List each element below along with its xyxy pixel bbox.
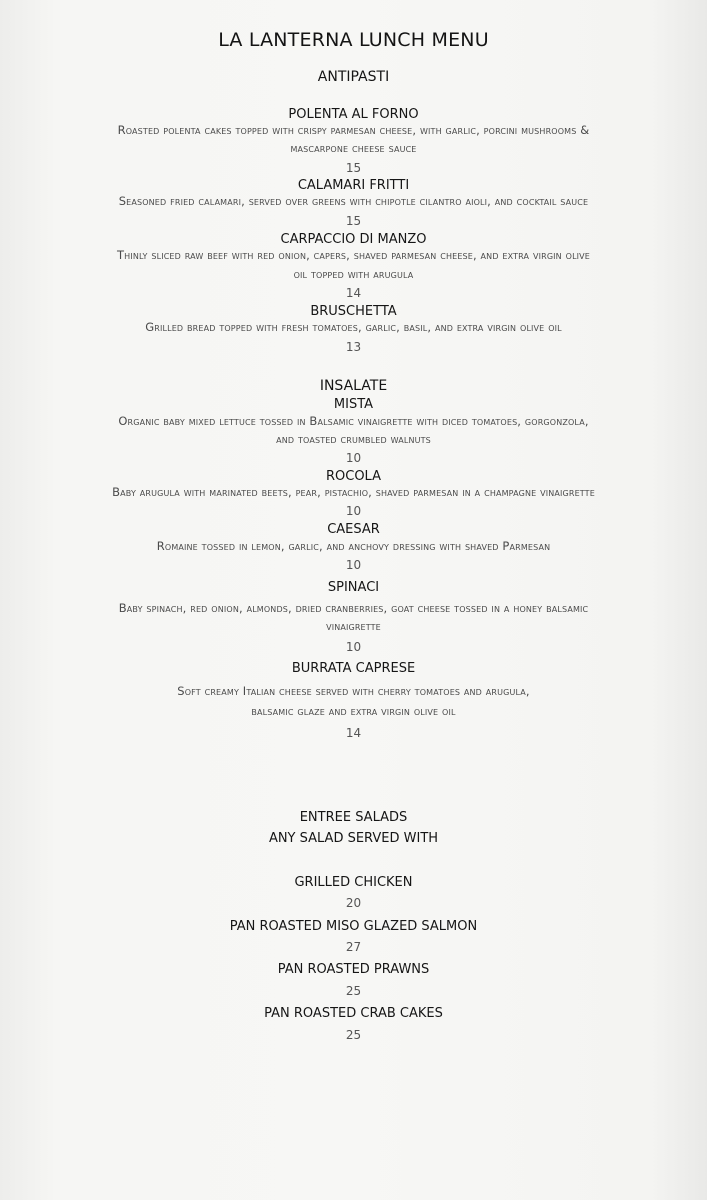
dish-price: 10 (345, 558, 362, 572)
dish-description: Grilled bread topped with fresh tomatoes, garlic, basil, and extra virgin olive oil (145, 320, 562, 334)
dish-description: mascarpone cheese sauce (290, 141, 417, 155)
dish-name: CARPACCIO DI MANZO (280, 232, 427, 247)
dish-name: PAN ROASTED PRAWNS (277, 962, 430, 977)
dish-price: 13 (345, 340, 362, 354)
dish-price: 10 (345, 451, 362, 465)
dish-name: GRILLED CHICKEN (294, 875, 413, 890)
dish-price: 20 (345, 896, 362, 910)
dish-price: 10 (345, 640, 362, 654)
dish-price: 15 (345, 161, 362, 175)
section-subheading: ANY SALAD SERVED WITH (268, 831, 439, 846)
section-heading-entree-salads: ENTREE SALADS (299, 810, 408, 825)
dish-description: balsamic glaze and extra virgin olive oil (251, 704, 456, 718)
dish-name: CAESAR (327, 522, 380, 537)
dish-description: oil topped with arugula (293, 267, 414, 281)
section-heading-antipasti: ANTIPASTI (317, 69, 390, 85)
dish-description: Organic baby mixed lettuce tossed in Balsamic vinaigrette with diced tomatoes, gorgonzola, (118, 414, 589, 428)
dish-description: vinaigrette (326, 619, 381, 633)
dish-description: Roasted polenta cakes topped with crispy parmesan cheese, with garlic, porcini mushrooms & (117, 123, 590, 137)
section-heading-insalate: INSALATE (319, 378, 388, 394)
dish-name: PAN ROASTED MISO GLAZED SALMON (229, 919, 478, 934)
dish-description: Baby arugula with marinated beets, pear, pistachio, shaved parmesan in a champagne vinaigrette (112, 485, 595, 499)
dish-price: 15 (345, 214, 362, 228)
dish-description: Seasoned fried calamari, served over greens with chipotle cilantro aioli, and cocktail sauce (118, 194, 589, 208)
dish-price: 25 (345, 1028, 362, 1042)
dish-price: 14 (345, 726, 362, 740)
dish-price: 25 (345, 984, 362, 998)
dish-name: ROCOLA (325, 469, 381, 484)
dish-price: 27 (345, 940, 362, 954)
dish-description: Romaine tossed in lemon, garlic, and anchovy dressing with shaved Parmesan (156, 539, 551, 553)
dish-description: and toasted crumbled walnuts (276, 432, 431, 446)
dish-name: BRUSCHETTA (310, 304, 397, 319)
dish-name: BURRATA CAPRESE (291, 661, 416, 676)
dish-description: Soft creamy Italian cheese served with cherry tomatoes and arugula, (177, 684, 530, 698)
dish-description: Baby spinach, red onion, almonds, dried cranberries, goat cheese tossed in a honey balsamic (118, 601, 589, 615)
dish-name: MISTA (333, 397, 374, 412)
menu-title: LA LANTERNA LUNCH MENU (218, 29, 489, 51)
dish-price: 10 (345, 504, 362, 518)
dish-description: Thinly sliced raw beef with red onion, capers, shaved parmesan cheese, and extra virgin olive (116, 248, 591, 262)
dish-name: PAN ROASTED CRAB CAKES (264, 1006, 443, 1021)
dish-name: POLENTA AL FORNO (288, 107, 419, 122)
dish-price: 14 (345, 286, 362, 300)
dish-name: SPINACI (327, 580, 380, 595)
dish-name: CALAMARI FRITTI (297, 178, 410, 193)
